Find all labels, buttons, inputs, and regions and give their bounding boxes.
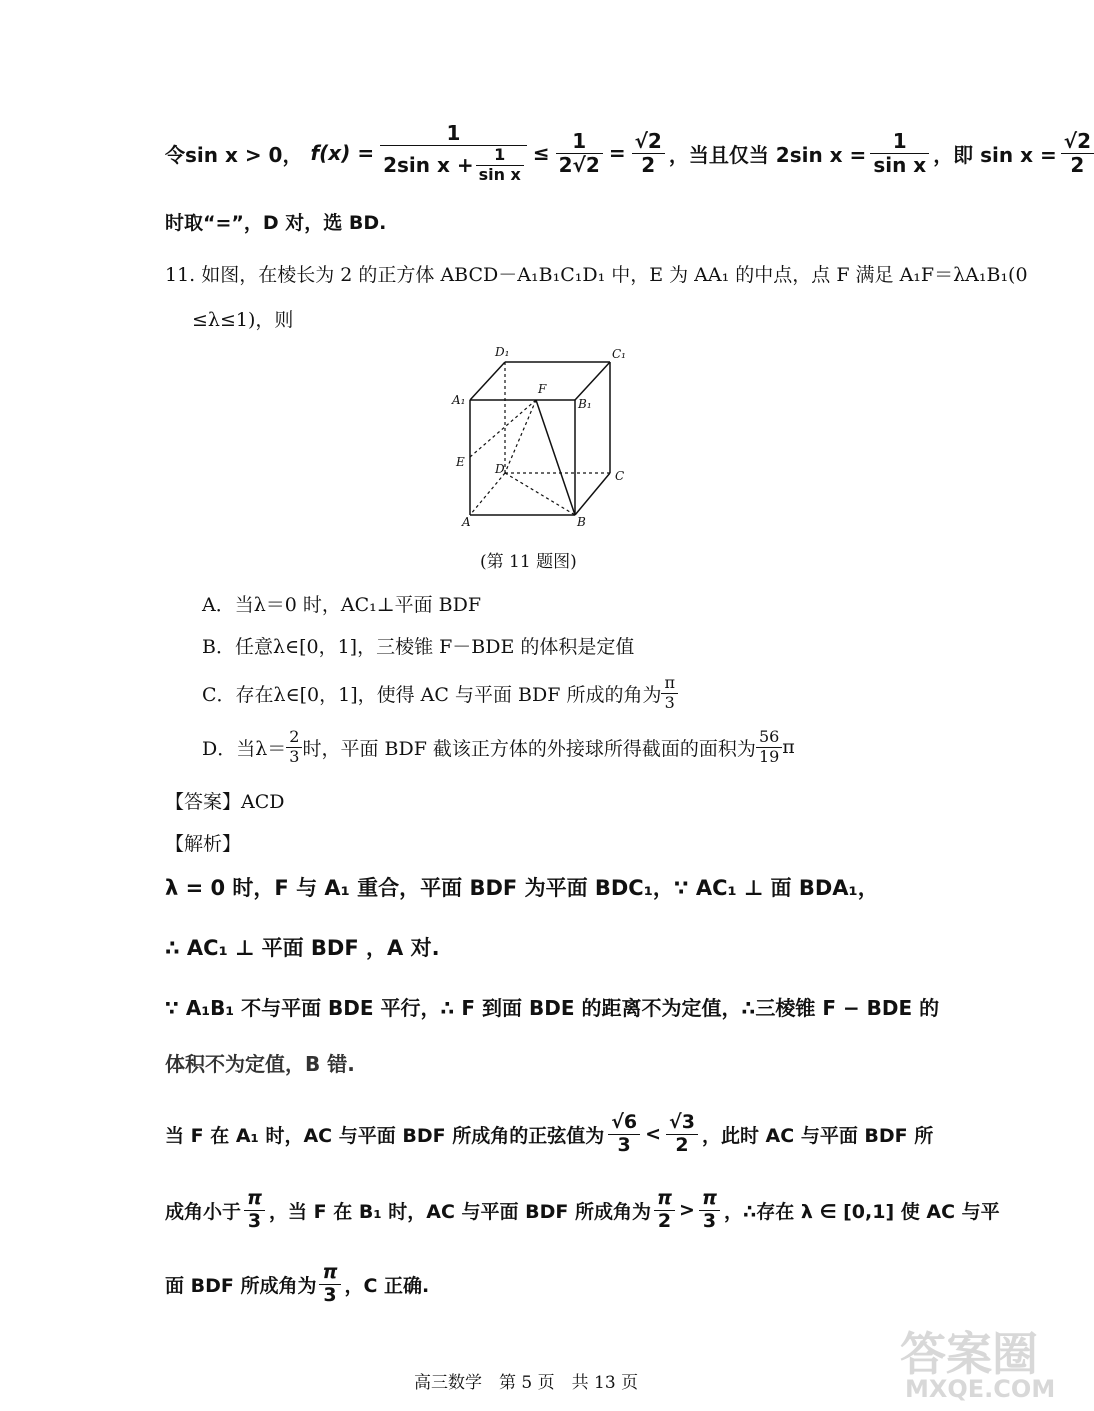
analysis-p5-fraction-2-num: √3 <box>666 1112 698 1135</box>
figure-caption: (第 11 题图) <box>480 552 577 572</box>
analysis-p4: 体积不为定值，B 错. <box>165 1052 355 1076</box>
analysis-p6-text-1: 成角小于 <box>165 1200 242 1223</box>
option-d-tail: π <box>782 736 795 758</box>
fraction-1-inner <box>476 146 524 184</box>
analysis-p5-text-2: ，此时 AC 与平面 BDF 所 <box>701 1124 934 1147</box>
option-d-text-2: 时，平面 BDF 截该正方体的外接球所得截面的面积为 <box>302 737 756 760</box>
analysis-p6-text-3: ，∴存在 λ ∈ [0,1] 使 AC 与平 <box>724 1200 1000 1223</box>
analysis-p6-text-2: ，当 F 在 B₁ 时，AC 与平面 BDF 所成角为 <box>269 1200 652 1223</box>
label-c1: C₁ <box>612 347 626 361</box>
page-footer: 高三数学 第 5 页 共 13 页 <box>414 1373 639 1393</box>
fraction-4 <box>870 130 929 177</box>
fraction-2 <box>556 130 603 177</box>
analysis-p5-fraction-1-num: √6 <box>608 1112 640 1135</box>
answer-label: 【答案】ACD <box>165 791 285 813</box>
analysis-p6-fraction-3-num: π <box>699 1188 720 1211</box>
label-d1: D₁ <box>495 345 510 359</box>
analysis-p5-text-1: 当 F 在 A₁ 时，AC 与平面 BDF 所成角的正弦值为 <box>165 1124 605 1147</box>
analysis-p7 <box>165 1250 429 1318</box>
analysis-p6-fraction-3-den: 3 <box>702 1209 717 1232</box>
option-d-fraction-2-num: 56 <box>756 728 782 747</box>
fraction-3 <box>632 130 665 177</box>
analysis-p2: ∴ AC₁ ⊥ 平面 BDF ，A 对. <box>165 936 440 960</box>
label-a: A <box>462 515 471 529</box>
analysis-p6 <box>165 1176 1000 1244</box>
analysis-p5-fraction-2 <box>666 1112 698 1157</box>
analysis-p5-fraction-2-den: 2 <box>675 1133 689 1156</box>
fraction-4-num: 1 <box>870 130 929 154</box>
fraction-1-inner-num: 1 <box>476 146 524 165</box>
option-d-fraction-2 <box>756 728 782 766</box>
fraction-1 <box>380 122 527 184</box>
intro-text-1: 令sin x > 0， <box>165 142 303 167</box>
analysis-p7-text-2: ，C 正确. <box>344 1274 430 1297</box>
intro-text-3: ，即 sin x = <box>933 142 1057 167</box>
analysis-p5-fraction-1-den: 3 <box>617 1133 631 1156</box>
watermark-logo: 答案圈 <box>900 1327 1038 1381</box>
fraction-1-inner-den: sin x <box>478 164 521 184</box>
label-e: E <box>456 455 465 469</box>
question-stem-line-1: 11. 如图，在棱长为 2 的正方体 ABCD－A₁B₁C₁D₁ 中，E 为 AA₁ 的中点，点 F 满足 A₁F＝λA₁B₁(0 <box>165 264 1028 286</box>
label-b1: B₁ <box>578 397 592 411</box>
question-stem-line-2: ≤λ≤1)，则 <box>192 309 294 331</box>
equals-sign: = <box>608 141 626 165</box>
intro-text-2: ，当且仅当 2sin x = <box>668 142 867 167</box>
option-c-text: C．存在λ∈[0，1]，使得 AC 与平面 BDF 所成的角为 <box>202 683 662 706</box>
fraction-3-num: √2 <box>632 130 665 154</box>
intro-line-1 <box>165 108 1094 198</box>
analysis-p7-text-1: 面 BDF 所成角为 <box>165 1274 317 1297</box>
analysis-p6-fraction-2-num: π <box>654 1188 675 1211</box>
option-c <box>202 668 678 718</box>
fraction-1-den: 2sin x + <box>383 152 474 177</box>
cube-figure <box>440 340 640 535</box>
label-a1: A₁ <box>452 393 466 407</box>
fx-label: f(x) = <box>310 141 375 165</box>
fraction-2-den: 2√2 <box>558 152 600 177</box>
analysis-p5 <box>165 1100 933 1168</box>
option-d-fraction-1-num: 2 <box>286 728 302 747</box>
option-d-fraction-1-den: 3 <box>289 746 300 766</box>
analysis-p3: ∵ A₁B₁ 不与平面 BDE 平行，∴ F 到面 BDE 的距离不为定值，∴三棱锥 F − BDE 的 <box>165 996 940 1020</box>
fraction-2-num: 1 <box>556 130 603 154</box>
analysis-p6-fraction-1-num: π <box>244 1188 265 1211</box>
analysis-p6-gt: > <box>679 1199 695 1221</box>
fraction-4-den: sin x <box>873 152 927 177</box>
fraction-1-num: 1 <box>380 122 527 146</box>
analysis-p7-fraction-num: π <box>319 1262 340 1285</box>
fraction-3-den: 2 <box>641 152 656 177</box>
analysis-p1: λ = 0 时，F 与 A₁ 重合，平面 BDF 为平面 BDC₁，∵ AC₁ ⊥ 面 BDA₁， <box>165 876 879 900</box>
option-d-text-1: D．当λ＝ <box>202 737 287 760</box>
analysis-p6-fraction-2 <box>654 1188 675 1233</box>
analysis-p6-fraction-3 <box>699 1188 720 1233</box>
fraction-5 <box>1061 130 1094 177</box>
option-d-fraction-1 <box>286 728 302 766</box>
analysis-p7-fraction <box>319 1262 340 1307</box>
analysis-p6-fraction-2-den: 2 <box>657 1209 672 1232</box>
option-c-fraction-num: π <box>661 674 678 693</box>
option-d-fraction-2-den: 19 <box>758 746 780 766</box>
label-d: D <box>495 462 505 476</box>
intro-line-2: 时取“=”，D 对，选 BD. <box>165 212 387 234</box>
analysis-p5-fraction-1 <box>608 1112 640 1157</box>
option-c-fraction <box>661 674 678 712</box>
option-c-fraction-den: 3 <box>664 692 675 712</box>
label-f: F <box>538 382 547 396</box>
watermark-url: MXQE.COM <box>905 1375 1056 1403</box>
label-c: C <box>615 469 625 483</box>
option-d <box>202 722 795 772</box>
analysis-p5-lt: < <box>645 1123 662 1145</box>
analysis-p6-fraction-1-den: 3 <box>247 1209 262 1232</box>
analysis-p7-fraction-den: 3 <box>323 1283 337 1306</box>
analysis-p6-fraction-1 <box>244 1188 265 1233</box>
option-b: B．任意λ∈[0，1]，三棱锥 F－BDE 的体积是定值 <box>202 636 635 658</box>
analysis-label: 【解析】 <box>165 833 242 855</box>
label-b: B <box>577 515 586 529</box>
fraction-5-den: 2 <box>1070 152 1085 177</box>
option-a: A．当λ＝0 时，AC₁⊥平面 BDF <box>202 594 482 616</box>
leq-sign: ≤ <box>532 141 550 165</box>
fraction-5-num: √2 <box>1061 130 1094 154</box>
